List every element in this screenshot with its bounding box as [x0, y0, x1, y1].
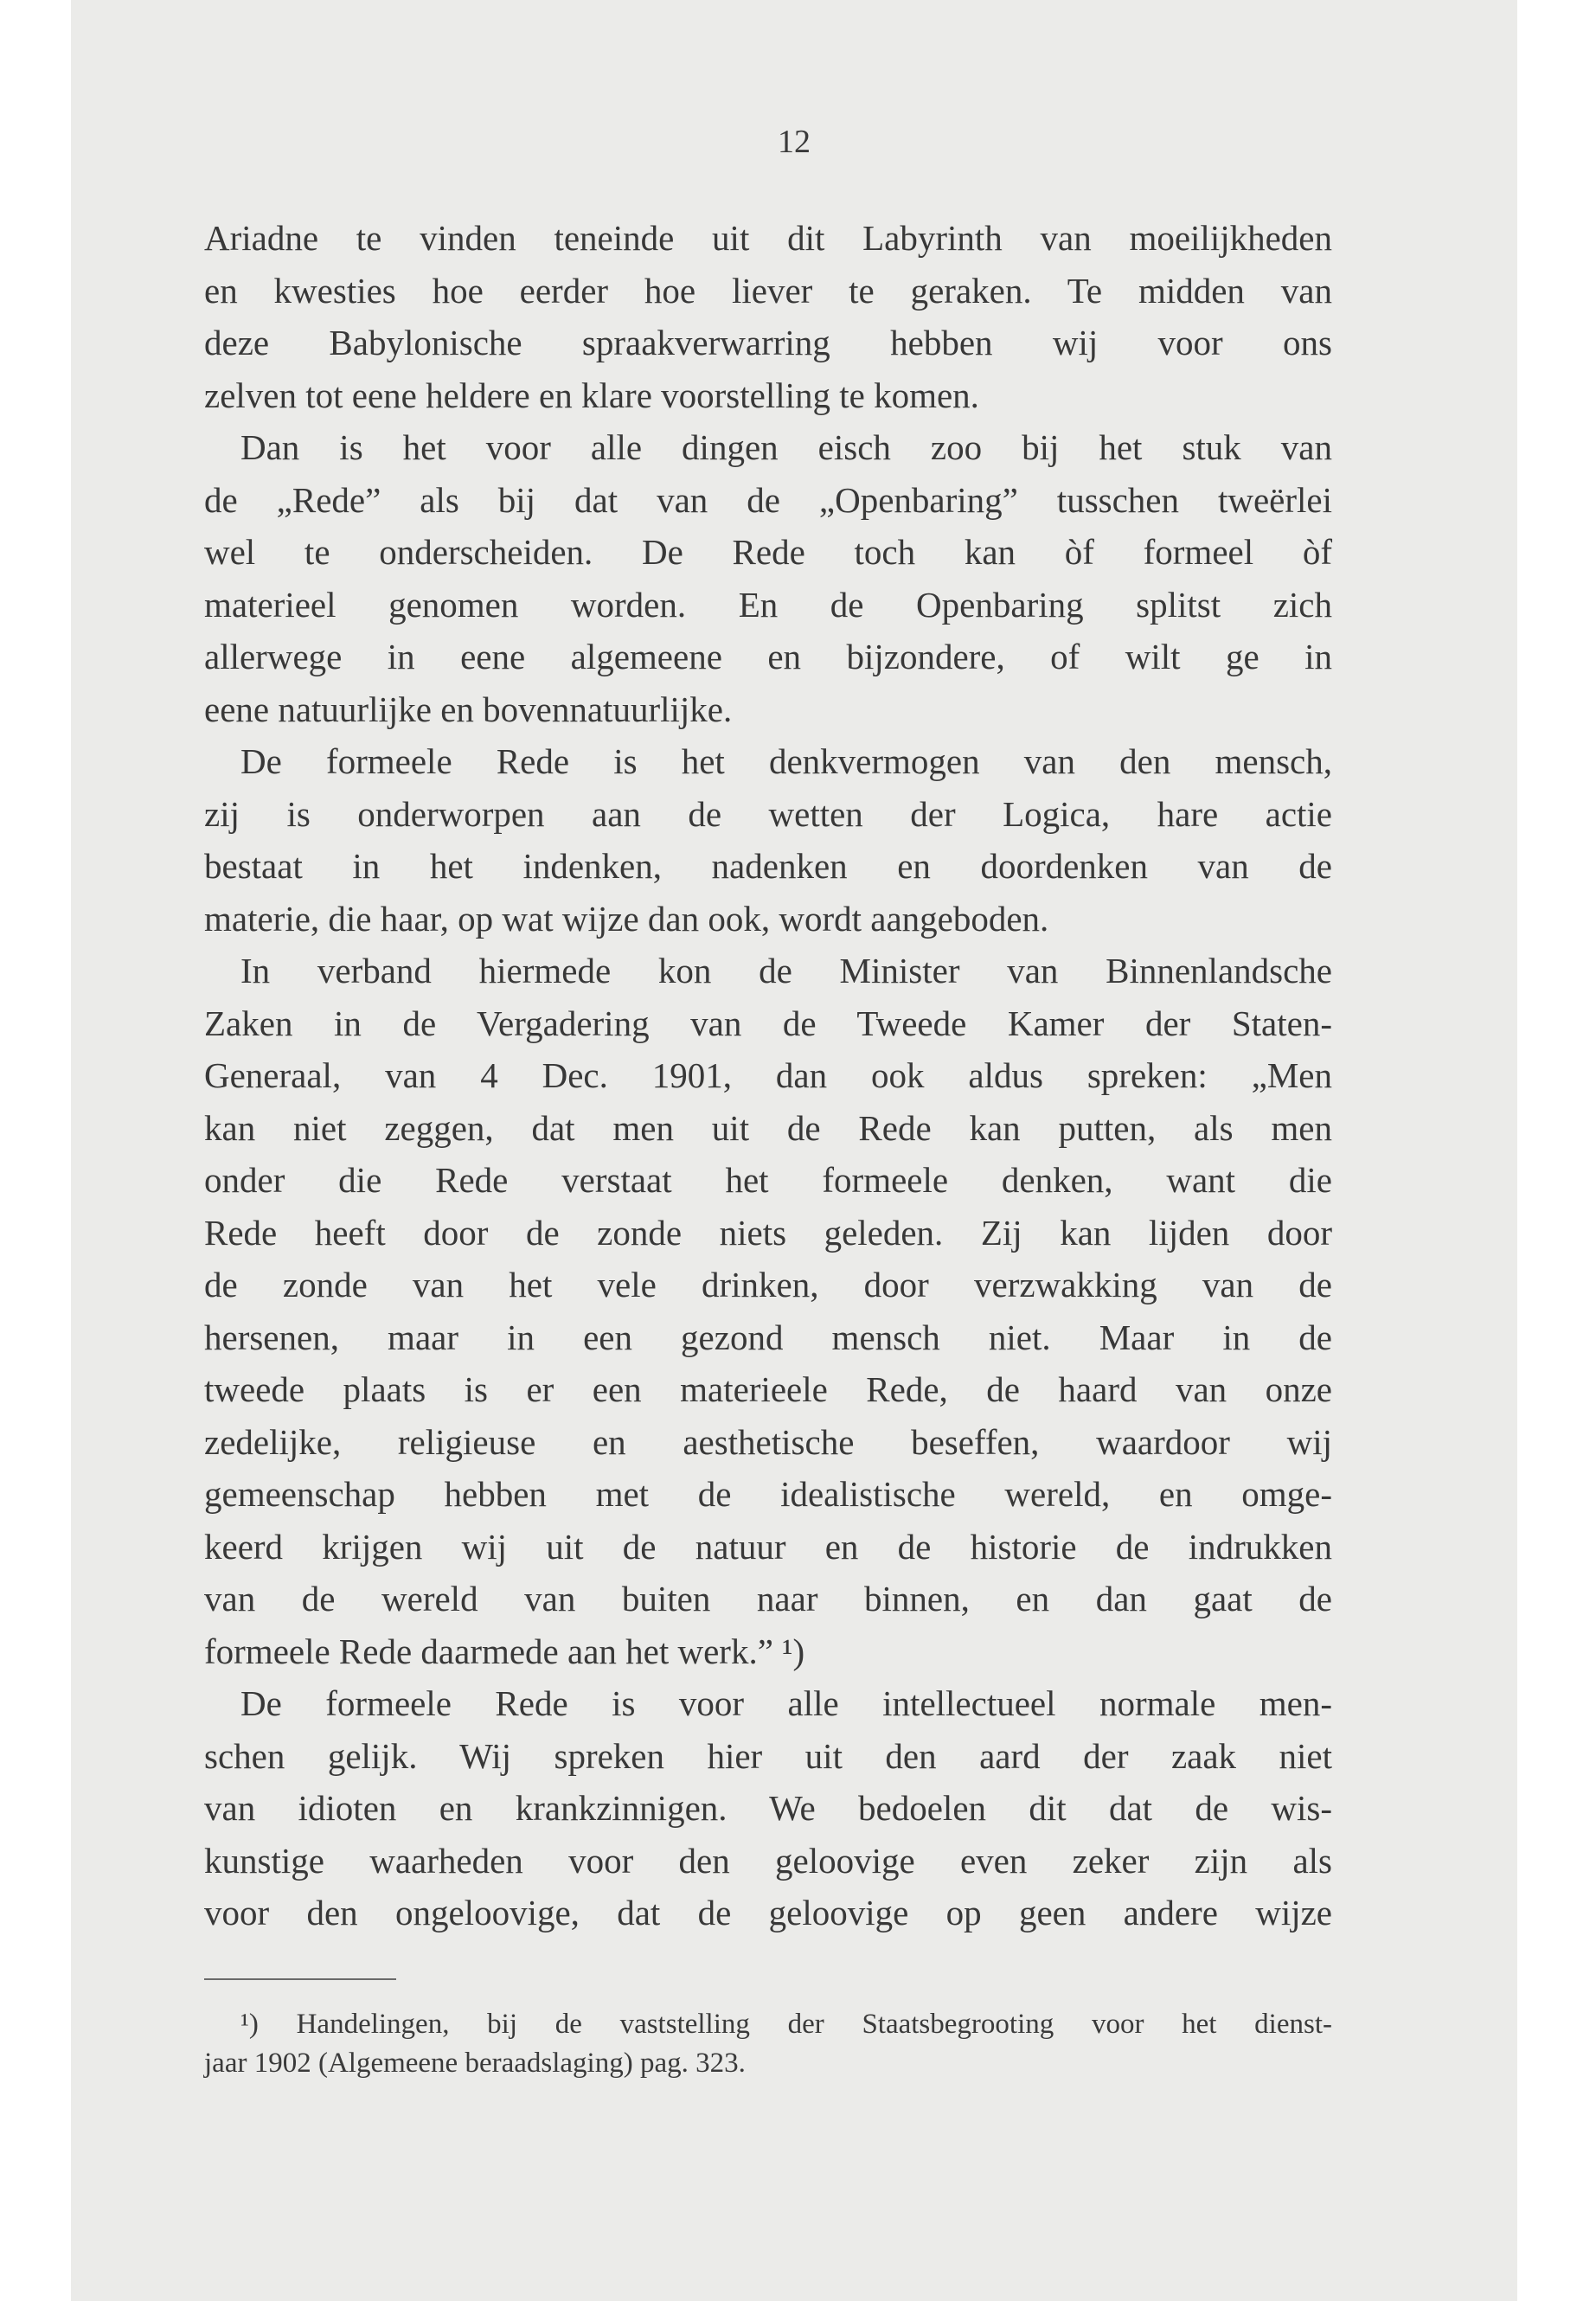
page-number: 12	[778, 124, 811, 160]
text-line: en kwesties hoe eerder hoe liever te geraken. Te midden van	[204, 270, 1332, 311]
text-line: tweede plaats is er een materieele Rede, de haard van onze	[204, 1369, 1332, 1409]
text-line: Dan is het voor alle dingen eisch zoo bij het stuk van	[240, 427, 1332, 467]
text-line: van de wereld van buiten naar binnen, en dan gaat de	[204, 1579, 1332, 1618]
main-text	[204, 212, 1332, 1939]
footnotes	[204, 2005, 1332, 2083]
text-line: hersenen, maar in een gezond mensch niet. Maar in de	[204, 1317, 1332, 1357]
footnote-divider	[204, 1978, 396, 1980]
text-line: zij is onderworpen aan de wetten der Logica, hare actie	[204, 793, 1332, 834]
text-line: schen gelijk. Wij spreken hier uit den aard der zaak niet	[204, 1735, 1332, 1776]
text-line: allerwege in eene algemeene en bijzondere, of wilt ge in	[204, 637, 1332, 676]
text-line: kan niet zeggen, dat men uit de Rede kan putten, als men	[204, 1107, 1332, 1148]
footnote-line: jaar 1902 (Algemeene beraadslaging) pag. 323.	[204, 2048, 746, 2079]
text-line: formeele Rede daarmede aan het werk.” ¹)	[204, 1631, 805, 1671]
text-line: Zaken in de Vergadering van de Tweede Kamer der Staten-	[204, 1003, 1332, 1043]
footnote-line: ¹) Handelingen, bij de vaststelling der Staatsbegrooting voor het dienst-	[240, 2009, 1332, 2040]
text-line: kunstige waarheden voor den geloovige even zeker zijn als	[204, 1840, 1332, 1881]
text-line: voor den ongeloovige, dat de geloovige op geen andere wijze	[204, 1893, 1332, 1932]
scan-margin-right	[1517, 0, 1596, 2301]
text-line: van idioten en krankzinnigen. We bedoelen dit dat de wis-	[204, 1788, 1332, 1828]
text-line: Rede heeft door de zonde niets geleden. Zij kan lijden door	[204, 1212, 1332, 1253]
text-line: materie, die haar, op wat wijze dan ook, wordt aangeboden.	[204, 898, 1049, 939]
text-line: Ariadne te vinden teneinde uit dit Labyrinth van moeilijkheden	[204, 218, 1332, 258]
text-line: wel te onderscheiden. De Rede toch kan òf formeel òf	[204, 532, 1332, 572]
text-line: bestaat in het indenken, nadenken en doordenken van de	[204, 846, 1332, 886]
text-line: de zonde van het vele drinken, door verzwakking van de	[204, 1265, 1332, 1304]
text-line: gemeenschap hebben met de idealistische wereld, en omge-	[204, 1474, 1332, 1514]
text-line: keerd krijgen wij uit de natuur en de historie de indrukken	[204, 1526, 1332, 1567]
text-line: Generaal, van 4 Dec. 1901, dan ook aldus spreken: „Men	[204, 1055, 1332, 1095]
text-line: de „Rede” als bij dat van de „Openbaring” tusschen tweërlei	[204, 479, 1332, 520]
text-line: onder die Rede verstaat het formeele denken, want die	[204, 1160, 1332, 1200]
text-line: In verband hiermede kon de Minister van Binnenlandsche	[240, 951, 1332, 990]
text-line: De formeele Rede is voor alle intellectueel normale men-	[240, 1683, 1332, 1723]
text-line: zedelijke, religieuse en aesthetische beseffen, waardoor wij	[204, 1421, 1332, 1462]
text-line: materieel genomen worden. En de Openbaring splitst zich	[204, 584, 1332, 625]
scan-margin-left	[0, 0, 71, 2301]
text-line: De formeele Rede is het denkvermogen van den mensch,	[240, 741, 1332, 781]
text-line: zelven tot eene heldere en klare voorstelling te komen.	[204, 375, 979, 415]
text-line: deze Babylonische spraakverwarring hebben wij voor ons	[204, 323, 1332, 362]
text-line: eene natuurlijke en bovennatuurlijke.	[204, 689, 733, 729]
